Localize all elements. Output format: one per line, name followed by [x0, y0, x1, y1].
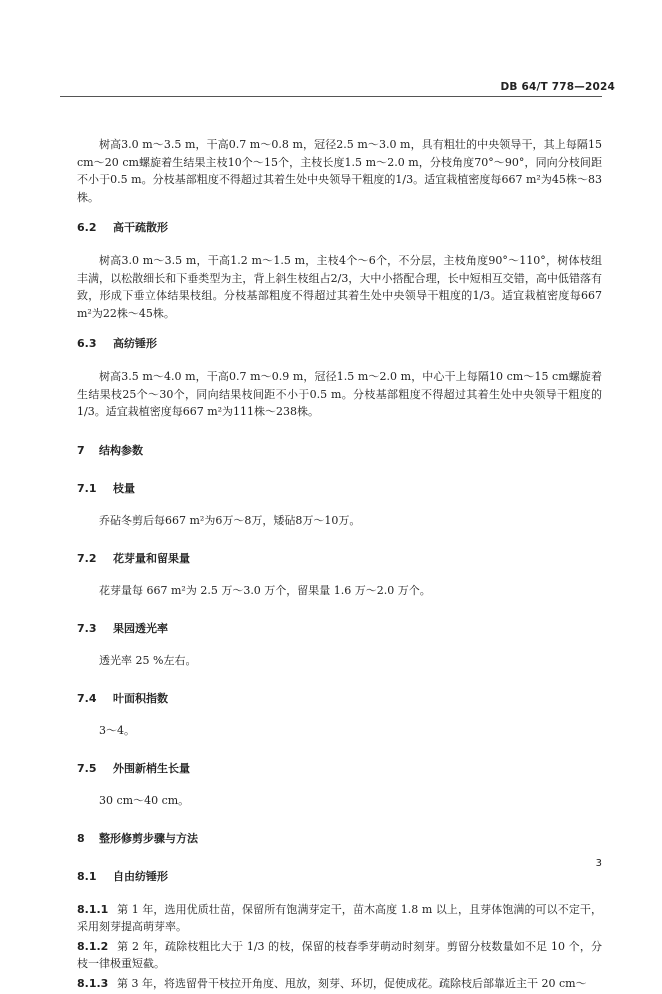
- heading-6-3: [77, 336, 602, 352]
- heading-title: 叶面积指数: [113, 691, 168, 705]
- heading-number: 7.1: [77, 481, 97, 495]
- value-7-3: 透光率 25 %左右。: [99, 653, 197, 667]
- heading-7-2: [77, 551, 602, 567]
- step-text: 第 1 年，选用优质壮苗，保留所有饱满芽定干，苗木高度 1.8 m 以上，且芽体饱满的可以不定干，采用刻芽提高萌芽率。: [77, 902, 602, 933]
- value-7-1: 乔砧冬剪后每667 m²为6万～8万，矮砧8万～10万。: [99, 513, 361, 527]
- paragraph-6-2-body: 树高3.0 m～3.5 m，干高1.2 m～1.5 m，主枝4个～6个，不分层，主枝角度90°～110°，树体枝组丰满，以松散细长和下垂类型为主，背上斜生枝组占2/3，大中小搭配合理，长中短相互交错，高中低错落有致，形成下垂立体结果枝组。分枝基部粗度不得超过其着生处中央领导干粗度的1/3。适宜栽植密度每667 m²为22株～45株。: [77, 254, 602, 320]
- heading-7-4: [77, 691, 602, 707]
- value-7-4: 3～4。: [99, 723, 135, 737]
- heading-7-3: [77, 621, 602, 637]
- heading-title: 果园透光率: [113, 621, 168, 635]
- value-7-2: 花芽量每 667 m²为 2.5 万～3.0 万个，留果量 1.6 万～2.0 万个。: [99, 583, 431, 597]
- heading-title: 枝量: [113, 481, 135, 495]
- heading-title: 高干疏散形: [113, 221, 168, 234]
- heading-8: [77, 831, 602, 847]
- step-item: [77, 938, 602, 973]
- step-number: 8.1.1: [77, 902, 109, 916]
- heading-title: 高纺锤形: [113, 337, 157, 350]
- step-item: [77, 975, 602, 993]
- heading-title: 自由纺锤形: [113, 869, 168, 883]
- header-rule: [60, 96, 602, 97]
- heading-title: 花芽量和留果量: [113, 551, 190, 565]
- heading-number: 8.1: [77, 869, 97, 883]
- page-number: 3: [595, 858, 602, 869]
- heading-title: 整形修剪步骤与方法: [99, 831, 198, 845]
- heading-number: 7.4: [77, 691, 97, 705]
- step-text: 第 3 年，将选留骨干枝拉开角度、甩放，刻芽、环切，促使成花。疏除枝后部靠近主干 20 cm～: [117, 976, 587, 990]
- step-number: 8.1.2: [77, 939, 109, 953]
- document-id-header: DB 64/T 778—2024: [500, 81, 615, 93]
- heading-number: 7: [77, 443, 85, 457]
- value-7-5: 30 cm～40 cm。: [99, 793, 190, 807]
- heading-6-2: [77, 220, 602, 236]
- paragraph-6-1-body: 树高3.0 m～3.5 m，干高0.7 m～0.8 m，冠径2.5 m～3.0 m，具有粗壮的中央领导干，其上每隔15 cm～20 cm螺旋着生结果主枝10个～15个，主枝长度1.5 m～2.0 m，分枝角度70°～90°，同向分枝间距不小于0.5 m。分枝基部粗度不得超过其着生处中央领导干粗度的1/3。适宜栽植密度每667 m²为45株～83株。: [77, 138, 602, 204]
- heading-number: 6.2: [77, 221, 97, 234]
- step-number: 8.1.3: [77, 976, 109, 990]
- heading-title: 外围新梢生长量: [113, 761, 190, 775]
- step-item: [77, 901, 602, 936]
- heading-7-5: [77, 761, 602, 777]
- step-text: 第 2 年，疏除枝粗比大于 1/3 的枝，保留的枝春季芽萌动时刻芽。剪留分枝数量如不足 10 个，分枝一律极重短截。: [77, 939, 602, 970]
- heading-number: 8: [77, 831, 85, 845]
- document-body: [77, 136, 602, 994]
- heading-title: 结构参数: [99, 443, 143, 457]
- heading-8-1: [77, 869, 602, 885]
- paragraph-6-3-body: 树高3.5 m～4.0 m，干高0.7 m～0.9 m，冠径1.5 m～2.0 m，中心干上每隔10 cm～15 cm螺旋着生结果枝25个～30个，同向结果枝间距不小于0.5 m。分枝基部粗度不得超过其着生处中央领导干粗度的1/3。适宜栽植密度每667 m²为111株～238株。: [77, 370, 602, 418]
- heading-number: 6.3: [77, 337, 97, 350]
- heading-7-1: [77, 481, 602, 497]
- heading-number: 7.2: [77, 551, 97, 565]
- heading-number: 7.5: [77, 761, 97, 775]
- heading-number: 7.3: [77, 621, 97, 635]
- heading-7: [77, 443, 602, 459]
